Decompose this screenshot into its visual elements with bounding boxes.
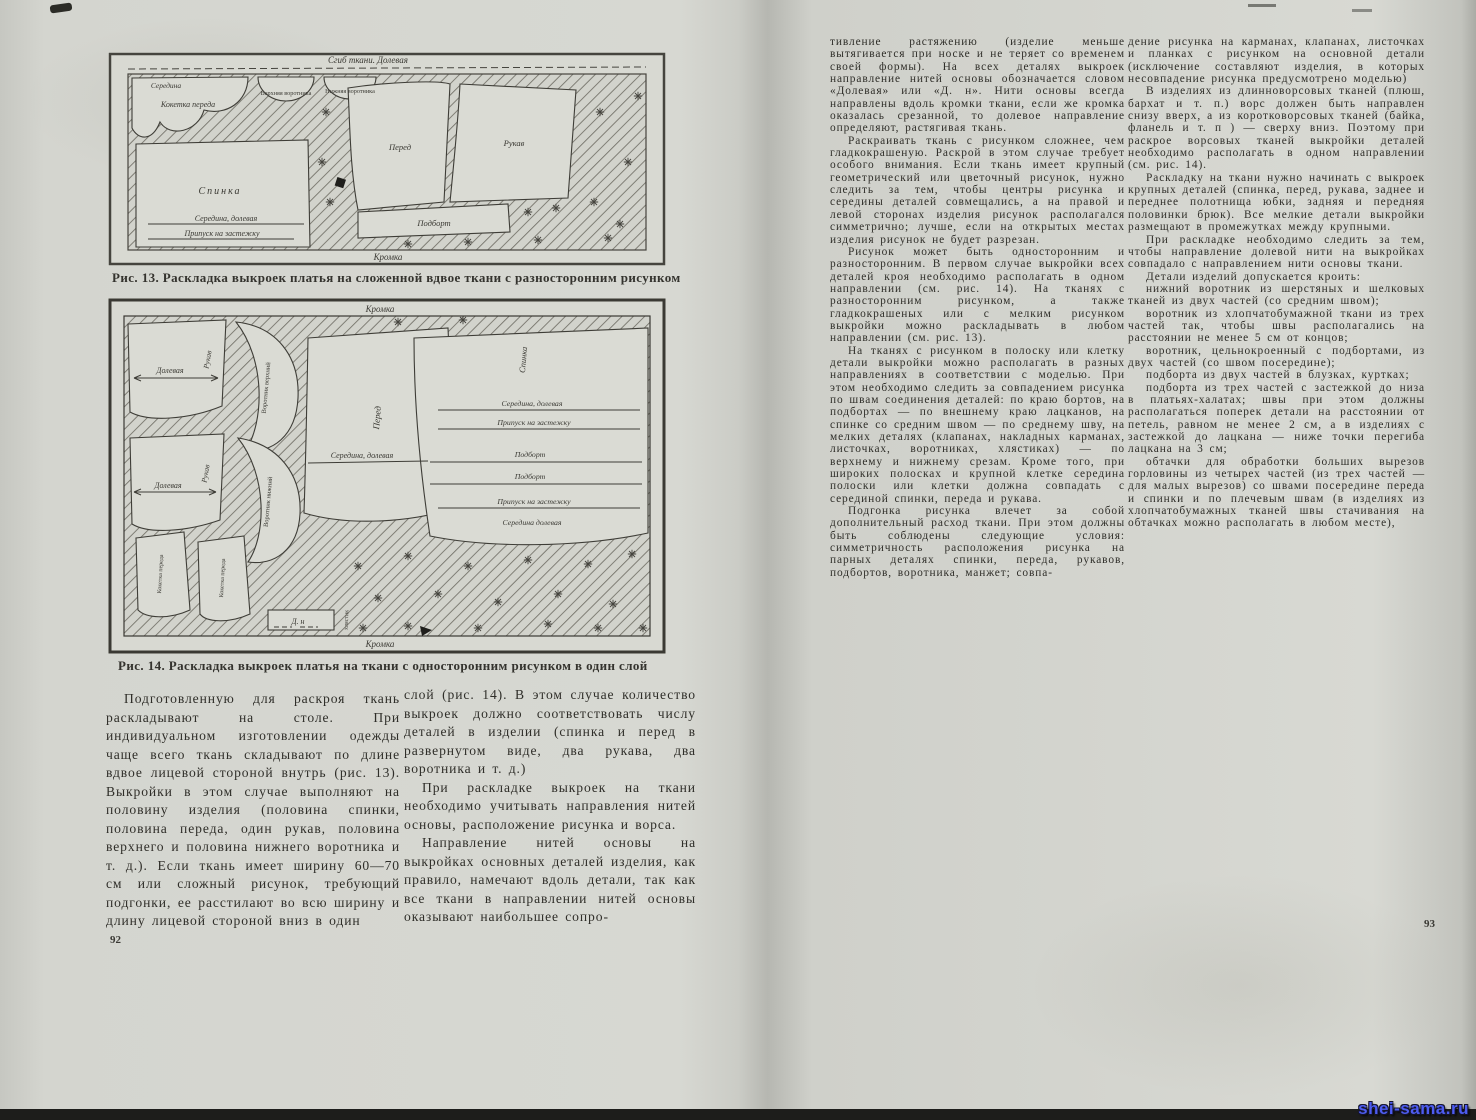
fig14-rukav1-label: Рукав xyxy=(201,349,214,370)
paragraph: Раскладку на ткани нужно начинать с выкроек крупных деталей (спинка, перед, рукава, заднее и переднее полотнища юбки, задняя и передняя половинки брюк). Все мелкие детали выкройки размещают в промежутках между крупными. xyxy=(1128,171,1425,234)
fig13-collar-top-label: Верхняя воротника xyxy=(260,90,312,97)
fig14-pered-label: Перед xyxy=(371,405,384,430)
fig14-pz1-label: Припуск на застежку xyxy=(497,418,571,427)
fig13-pered-label: Перед xyxy=(388,142,412,152)
figure-13-caption: Рис. 13. Раскладка выкроек платья на сложенной вдвое ткани с разносторонним рисунком xyxy=(112,270,681,285)
paragraph: На тканях с рисунком в полоску или клетку детали выкройки можно располагать в разных направлениях в соответствии с моделью. При этом необходимо следить за совпадением рисунка по швам соединения деталей: по краю бортов, на подбортах — по внешнему краю лацканов, на спинке со средним швом — по среднему шву, на мелких деталях (клапанах, накладных карманах, листочках, воротниках, хлястиках) — по верхнему и нижнему срезам. Кроме того, при широких полосках и крупной клетке середина полоски или клетки должна совпадать с серединой спинки, переда и рукава. xyxy=(830,344,1125,505)
right-page-number: 93 xyxy=(1424,918,1435,930)
figure-13 xyxy=(108,52,666,266)
scan-speck xyxy=(1248,4,1276,7)
paragraph: тивление растяжению (изделие меньше вытягивается при носке и не теряет со временем своей формы). На всех деталях выкроек направление нитей основы обозначается словом «Долевая» или «Д. н». Нити основы всегда направлены вдоль кромки ткани, если же кромка оказалась срезанной, то долевое направление определяют, растягивая ткань. xyxy=(830,36,1125,135)
fig14-pz2-label: Припуск на застежку xyxy=(497,497,571,506)
fig14-collar-top-label: Воротник верхний xyxy=(260,361,273,414)
paragraph: Рисунок может быть односторонним и разносторонним. В первом случае выкройки всех деталей кроя необходимо располагать в одном направлении (см. рис. 14). На тканях с разносторонним рисунком, а также гладкокрашеных или с мелким рисунком выкройки можно раскладывать в любом направлении (см. рис. 13). xyxy=(830,245,1125,345)
paragraph: При раскладке выкроек на ткани необходимо учитывать направления нитей основы, расположение рисунка и ворса. xyxy=(404,779,696,832)
fig13-spinka-label: Спинка xyxy=(198,186,242,197)
paragraph: Подгонка рисунка влечет за собой дополнительный расход ткани. При этом должны быть соблюдены следующие условия: симметричность расположения рисунка на парных деталях спинки, переда, рукавов, подбортов, воротника, манжет; совпа- xyxy=(830,505,1125,579)
fig14-dolevaya2-label: Долевая xyxy=(154,481,182,490)
right-page-column-2 xyxy=(1128,36,1425,934)
paragraph: Подготовленную для раскроя ткань раскладывают на столе. При индивидуальном изготовлении одежды чаще всего ткань складывают по длине вдвое лицевой стороной внутрь (рис. 13). Выкройки в этом случае выполняют на половину изделия (половина спинки, половина переда, один рукав, половина верхнего и половина нижнего воротника и т. д.). Если ткань имеет ширину 60—70 см или сложный рисунок, требующий подгонки, ее расстилают во всю ширину и длину лицевой стороной вниз в один xyxy=(106,691,400,928)
fig13-podbort-label: Подборт xyxy=(417,218,451,228)
fig14-sd2-label: Середина долевая xyxy=(502,518,562,527)
left-page-column-2 xyxy=(404,686,696,934)
paragraph: воротник из хлопчатобумажной ткани из трех частей так, чтобы швы располагались на расстоянии не менее 5 см от концов; xyxy=(1128,307,1425,345)
figure-14-caption: Рис. 14. Раскладка выкроек платья на ткани с односторонним рисунком в один слой xyxy=(118,658,648,673)
paragraph: В изделиях из длинноворсовых тканей (плюш, бархат и т. п.) ворс должен быть направлен снизу вверх, а из коротковорсовых тканей (байка, фланель и т. п ) — сверху вниз. Поэтому при раскрое ворсовых тканей выкройки деталей необходимо располагать в одном направлении (см. рис. 14). xyxy=(1128,85,1425,172)
paragraph: слой (рис. 14). В этом случае количество выкроек должно соответствовать числу деталей в изделии (спинка и перед в развернутом виде, два рукава, два воротника и т. д.) xyxy=(404,687,696,776)
fig14-dn-label: Д. н xyxy=(291,617,305,626)
fig13-diagram xyxy=(108,52,666,266)
scan-speck xyxy=(1352,9,1372,12)
watermark: shei-sama.ru xyxy=(1358,1099,1469,1118)
fig14-spinka-label: Спинка xyxy=(516,346,530,374)
fig14-kromka-top-label: Кромка xyxy=(365,304,395,314)
fig14-seredina-dolevaya-label: Середина, долевая xyxy=(330,451,394,460)
paragraph: подборта из двух частей в блузках, куртках; xyxy=(1146,369,1410,382)
paragraph: дение рисунка на карманах, клапанах, листочках и планках с рисунком на основной детали (исключение составляют изделия, в которых несовпадение рисунка предусмотрено моделью) xyxy=(1128,36,1425,86)
fig14-hlyastik-label: хлястик xyxy=(343,609,351,631)
paragraph: Раскраивать ткань с рисунком сложнее, чем гладкокрашеную. Раскрой в этом случае требует особого внимания. Если ткань имеет крупный геометрический или цветочный рисунок, нужно следить за тем, чтобы центры рисунка и середины деталей совмещались, а на правой и левой сторонах изделия рисунок располагался симметрично; лучше, если на открытых местах изделия рисунок не будет разрезан. xyxy=(830,134,1125,246)
fig13-fold-label: Сгиб ткани. Долевая xyxy=(328,55,408,65)
fig14-podbort2-label: Подборт xyxy=(514,472,546,481)
paragraph: воротник, цельнокроенный с подбортами, из двух частей (со швом посередине); xyxy=(1128,344,1425,369)
scan-bottom-edge xyxy=(0,1109,1476,1120)
figure-14 xyxy=(108,298,666,654)
paragraph: нижний воротник из шерстяных и шелковых тканей из двух частей (со средним швом); xyxy=(1128,282,1425,308)
fig14-kromka-bottom-label: Кромка xyxy=(365,639,395,649)
fig14-sd1-label: Середина, долевая xyxy=(501,399,563,408)
fig13-kromka-label: Кромка xyxy=(373,252,403,262)
fig13-seredina-dolevaya-label: Середина, долевая xyxy=(194,214,258,223)
fig13-koketka-label: Кокетка переда xyxy=(160,100,216,109)
fig14-koketka2-label: Кокетка переда xyxy=(218,558,228,598)
fig14-rukav2-label: Рукав xyxy=(199,463,212,484)
fig14-diagram xyxy=(108,298,666,654)
paragraph: подборта из трех частей с застежкой до низа в платьях-халатах; швы при этом должны располагаться поперек детали на расстоянии от петель, равном не менее 2 см, а в изделиях с застежкой до лацкана — ниже точки перегиба лацкана на 3 см; xyxy=(1128,381,1425,456)
fig13-collar-bottom-label: Нижняя воротника xyxy=(325,88,375,95)
paragraph: обтачки для обработки больших вырезов горловины из четырех частей (из трех частей — для малых вырезов) со швами посередине переда и спинки и по плечевым швам (в изделиях из хлопчатобумажных тканей швы стачивания на обтачках можно располагать в любом месте), xyxy=(1128,455,1425,530)
fig14-dolevaya1-label: Долевая xyxy=(156,366,184,375)
fig13-seredina-label: Середина xyxy=(150,81,182,90)
left-page-column-1 xyxy=(106,690,400,934)
fig14-podbort1-label: Подборт xyxy=(514,450,546,459)
paragraph: Направление нитей основы на выкройках основных деталей изделия, как правило, намечают вдоль детали, так как все ткани в направлении нитей основы оказывают наибольшее сопро- xyxy=(404,835,696,924)
paragraph: Детали изделий допускается кроить: xyxy=(1146,270,1361,283)
fig14-collar-bottom-label: Воротник нижний xyxy=(262,476,275,528)
paragraph: При раскладке необходимо следить за тем, чтобы направление долевой нити на выкройках совпадало с направлением нити основы ткани. xyxy=(1128,233,1425,271)
right-page-column-1 xyxy=(830,36,1125,934)
scan-speck xyxy=(50,3,73,14)
fig13-rukav-label: Рукав xyxy=(503,138,525,148)
fig14-koketka1-label: Кокетка переда xyxy=(156,554,166,594)
left-page-number: 92 xyxy=(110,934,121,946)
fig13-pripusk-label: Припуск на застежку xyxy=(184,229,260,238)
